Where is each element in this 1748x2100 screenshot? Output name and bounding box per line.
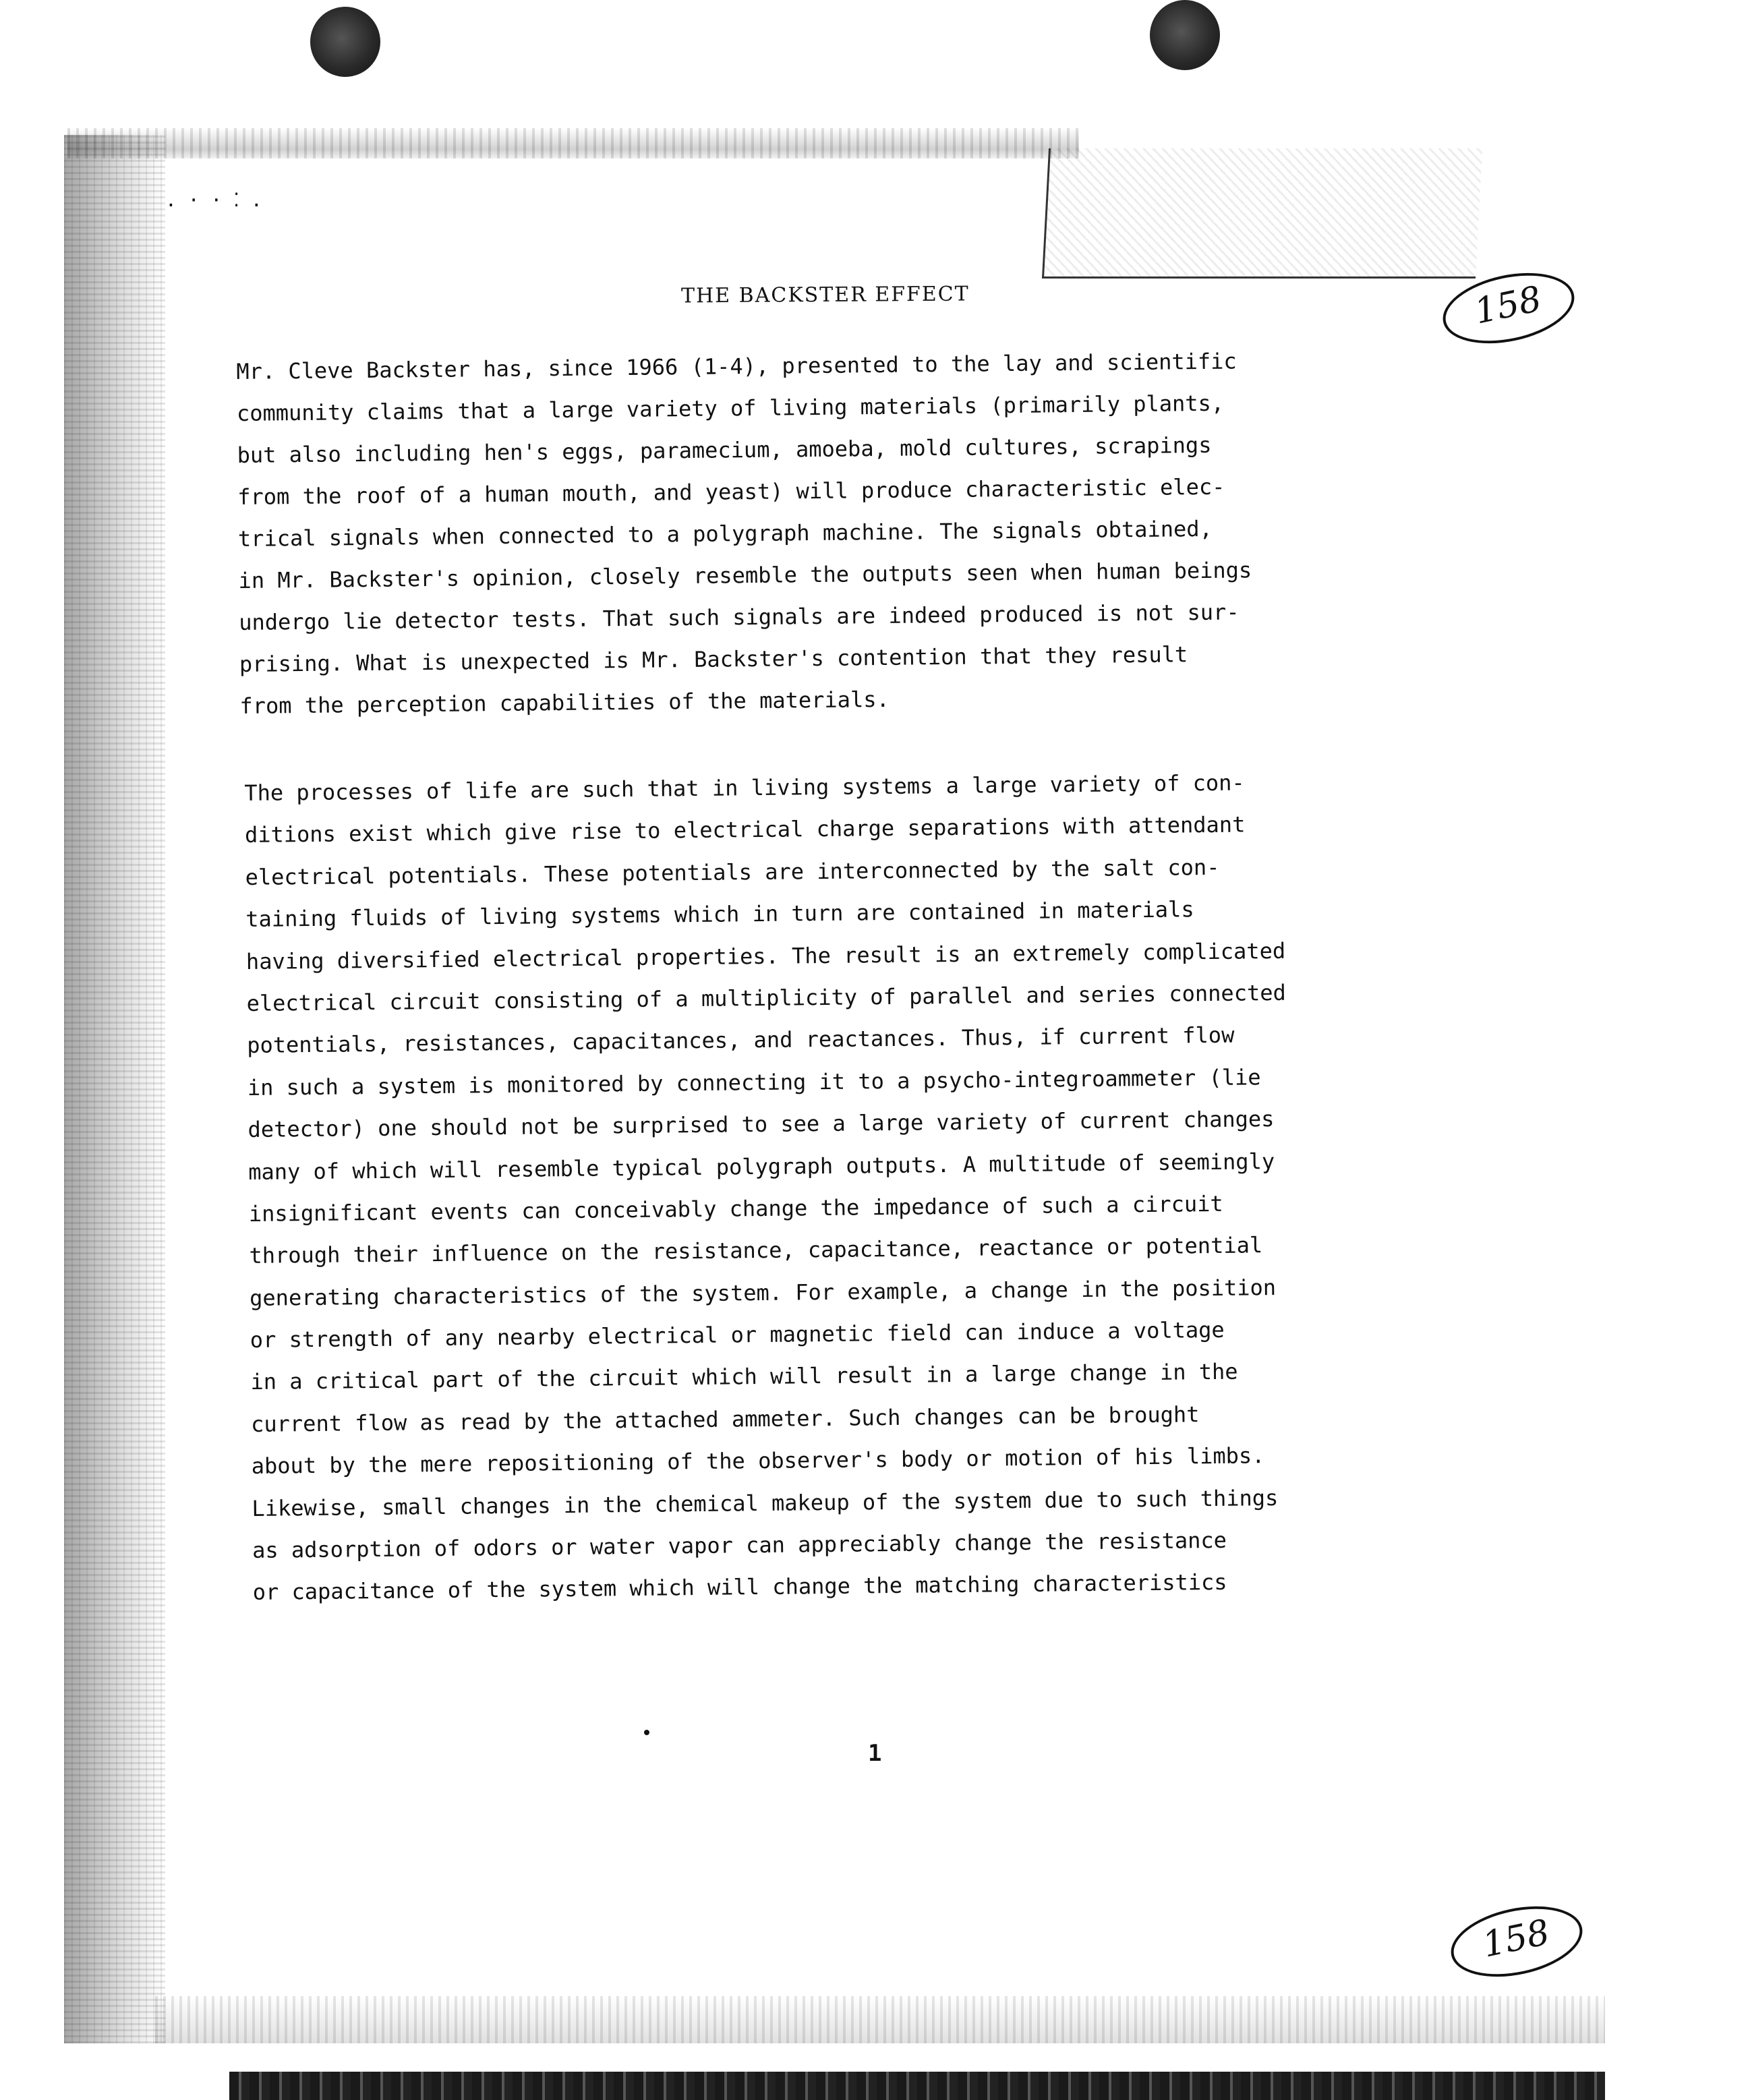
- text-line: generating characteristics of the system. For example, a change in the position: [249, 1274, 1277, 1311]
- stray-dot: [644, 1730, 649, 1735]
- text-line: taining fluids of living systems which in turn are contained in materials: [245, 896, 1194, 933]
- text-line: The processes of life are such that in living systems a large variety of con-: [244, 769, 1245, 806]
- scan-edge-top: [67, 128, 1079, 158]
- text-line: insignificant events can conceivably change the impedance of such a circuit: [248, 1190, 1223, 1227]
- text-line: but also including hen's eggs, paramecium, amoeba, mold cultures, scrapings: [237, 432, 1212, 468]
- text-line: ditions exist which give rise to electrical charge separations with attendant: [244, 811, 1246, 848]
- text-line: in Mr. Backster's opinion, closely resemble the outputs seen when human beings: [238, 557, 1252, 593]
- text-line: as adsorption of odors or water vapor can appreciably change the resistance: [252, 1527, 1227, 1563]
- text-line: potentials, resistances, capacitances, and reactances. Thus, if current flow: [247, 1022, 1235, 1059]
- text-line: about by the mere repositioning of the observer's body or motion of his limbs.: [251, 1442, 1265, 1480]
- text-line: prising. What is unexpected is Mr. Backster's contention that they result: [239, 641, 1188, 677]
- text-line: Likewise, small changes in the chemical makeup of the system due to such things: [252, 1484, 1279, 1521]
- text-line: having diversified electrical properties. The result is an extremely complicated: [245, 937, 1286, 974]
- punch-hole-right: [1150, 0, 1220, 70]
- page-stamp-bottom: 158: [1445, 1895, 1589, 1987]
- document-title: THE BACKSTER EFFECT: [680, 282, 970, 308]
- text-line: from the roof of a human mouth, and yeast) will produce characteristic elec-: [237, 473, 1225, 510]
- text-line: current flow as read by the attached ammeter. Such changes can be brought: [250, 1401, 1200, 1437]
- paragraph-2: [244, 761, 1292, 1614]
- scan-bottom-bar: [229, 2072, 1605, 2100]
- text-line: from the perception capabilities of the materials.: [239, 686, 890, 719]
- text-line: or strength of any nearby electrical or magnetic field can induce a voltage: [250, 1316, 1225, 1353]
- text-line: Mr. Cleve Backster has, since 1966 (1-4), presented to the lay and scientific: [236, 348, 1237, 384]
- text-line: many of which will resemble typical polygraph outputs. A multitude of seemingly: [248, 1148, 1275, 1185]
- text-line: through their influence on the resistance, capacitance, reactance or potential: [249, 1232, 1263, 1269]
- punch-hole-left: [310, 7, 380, 77]
- text-line: or capacitance of the system which will change the matching characteristics: [252, 1569, 1227, 1606]
- text-line: electrical potentials. These potentials are interconnected by the salt con-: [245, 854, 1220, 890]
- text-line: electrical circuit consisting of a multiplicity of parallel and series connected: [246, 979, 1286, 1016]
- page-stamp-top: 158: [1436, 262, 1581, 354]
- text-line: community claims that a large variety of living materials (primarily plants,: [236, 390, 1225, 426]
- text-line: undergo lie detector tests. That such signals are indeed produced is not sur-: [239, 599, 1240, 635]
- paragraph-1: [236, 340, 1253, 727]
- scan-edge-bottom: [155, 1996, 1605, 2043]
- text-line: in a critical part of the circuit which will result in a large change in the: [250, 1359, 1238, 1395]
- text-line: detector) one should not be surprised to see a large variety of current changes: [247, 1106, 1275, 1143]
- scan-edge-left: [64, 135, 165, 2043]
- text-line: in such a system is monitored by connecting it to a psycho-integroammeter (lie: [247, 1063, 1261, 1101]
- text-line: trical signals when connected to a polygraph machine. The signals obtained,: [237, 515, 1213, 552]
- page-number: 1: [868, 1740, 882, 1767]
- margin-marks: . · · ⁚ .: [165, 189, 262, 211]
- scan-corner-artifact: [1042, 148, 1482, 279]
